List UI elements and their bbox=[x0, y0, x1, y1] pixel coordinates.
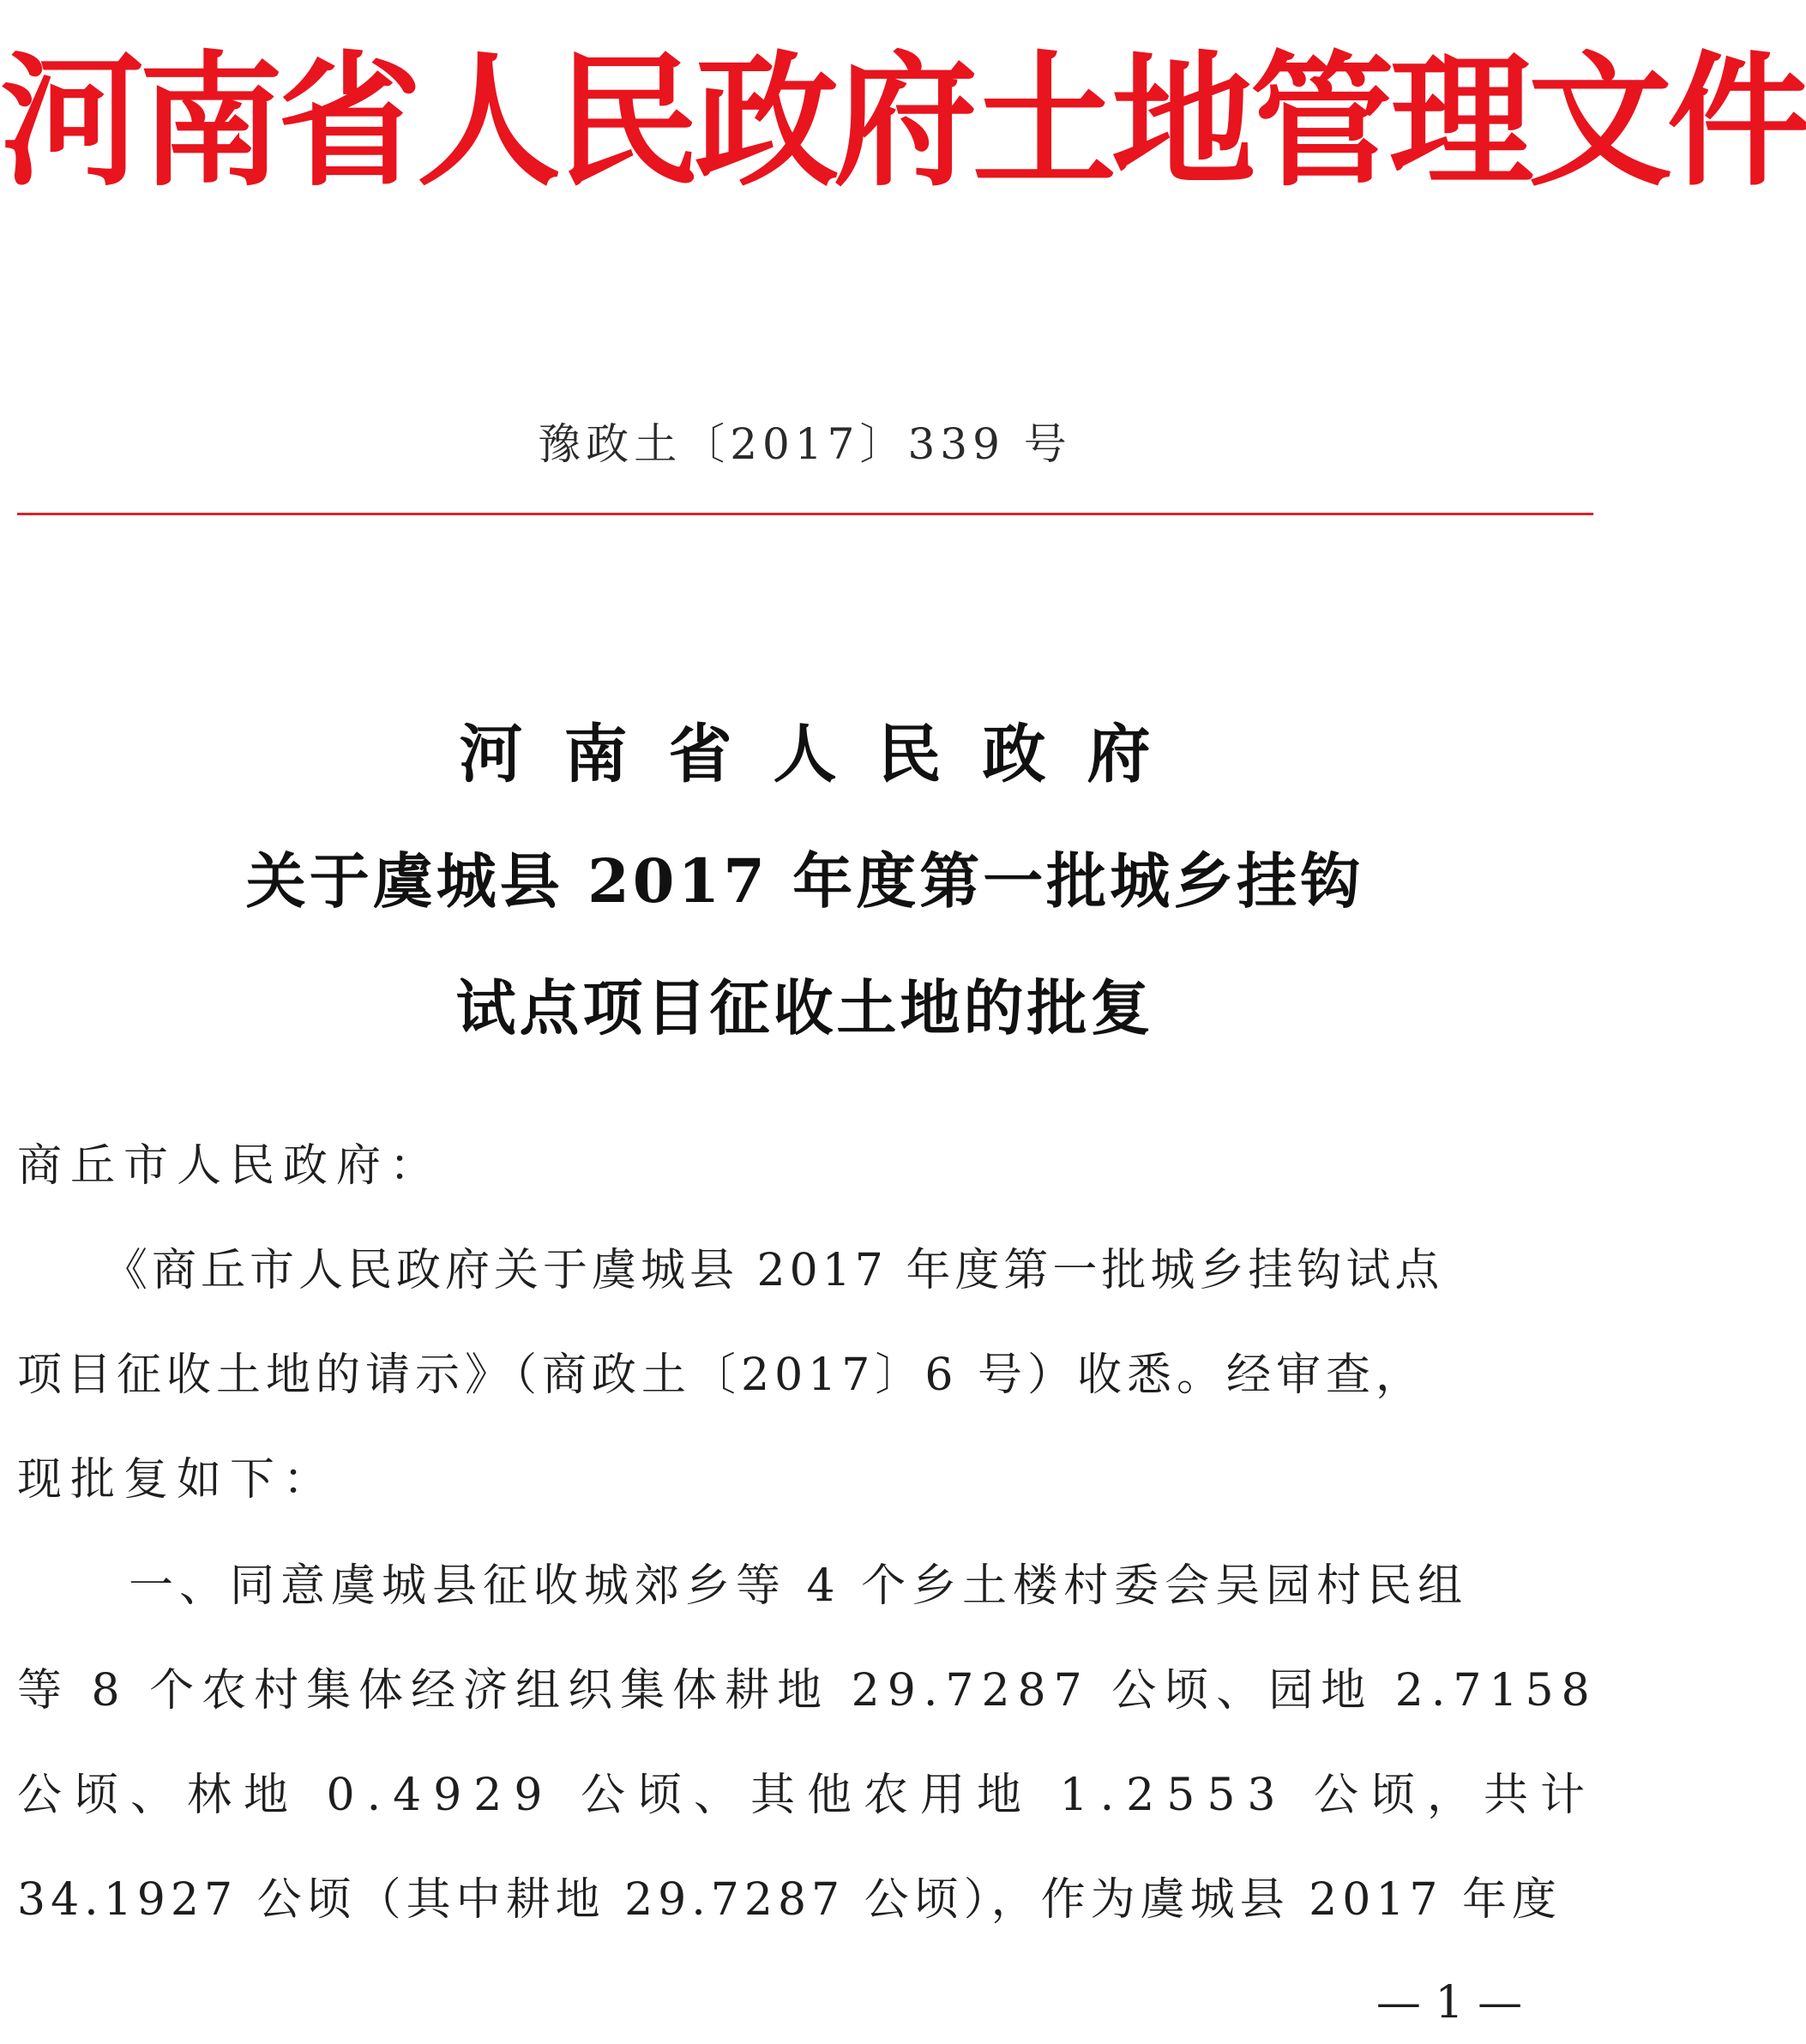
title-line-1: 河南省人民政府 bbox=[459, 718, 1192, 791]
title-line-3: 试点项目征收土地的批复 bbox=[455, 972, 1154, 1043]
body-line: 34.1927 公顷（其中耕地 29.7287 公顷），作为虞城县 2017 年度 bbox=[17, 1874, 1562, 1926]
page-number: — 1 — bbox=[1376, 1977, 1523, 2029]
red-separator-line bbox=[17, 513, 1593, 515]
salutation: 商丘市人民政府： bbox=[17, 1140, 443, 1192]
body-line: 公顷、林地 0.4929 公顷、其他农用地 1.2553 公顷，共计 bbox=[17, 1770, 1598, 1821]
body-line: 《商丘市人民政府关于虞城县 2017 年度第一批城乡挂钩试点 bbox=[103, 1245, 1444, 1296]
body-line: 现批复如下： bbox=[17, 1454, 337, 1506]
document-number: 豫政土〔2017〕339 号 bbox=[538, 419, 1072, 469]
masthead-title: 河南省人民政府土地管理文件 bbox=[0, 41, 1806, 202]
body-line: 等 8 个农村集体经济组织集体耕地 29.7287 公顷、园地 2.7158 bbox=[17, 1665, 1598, 1716]
title-line-2: 关于虞城县 2017 年度第一批城乡挂钩 bbox=[245, 845, 1364, 917]
body-line: 项目征收土地的请示》（商政土〔2017〕6 号）收悉。经审查， bbox=[17, 1350, 1425, 1401]
body-line: 一、同意虞城县征收城郊乡等 4 个乡土楼村委会吴园村民组 bbox=[129, 1560, 1469, 1612]
